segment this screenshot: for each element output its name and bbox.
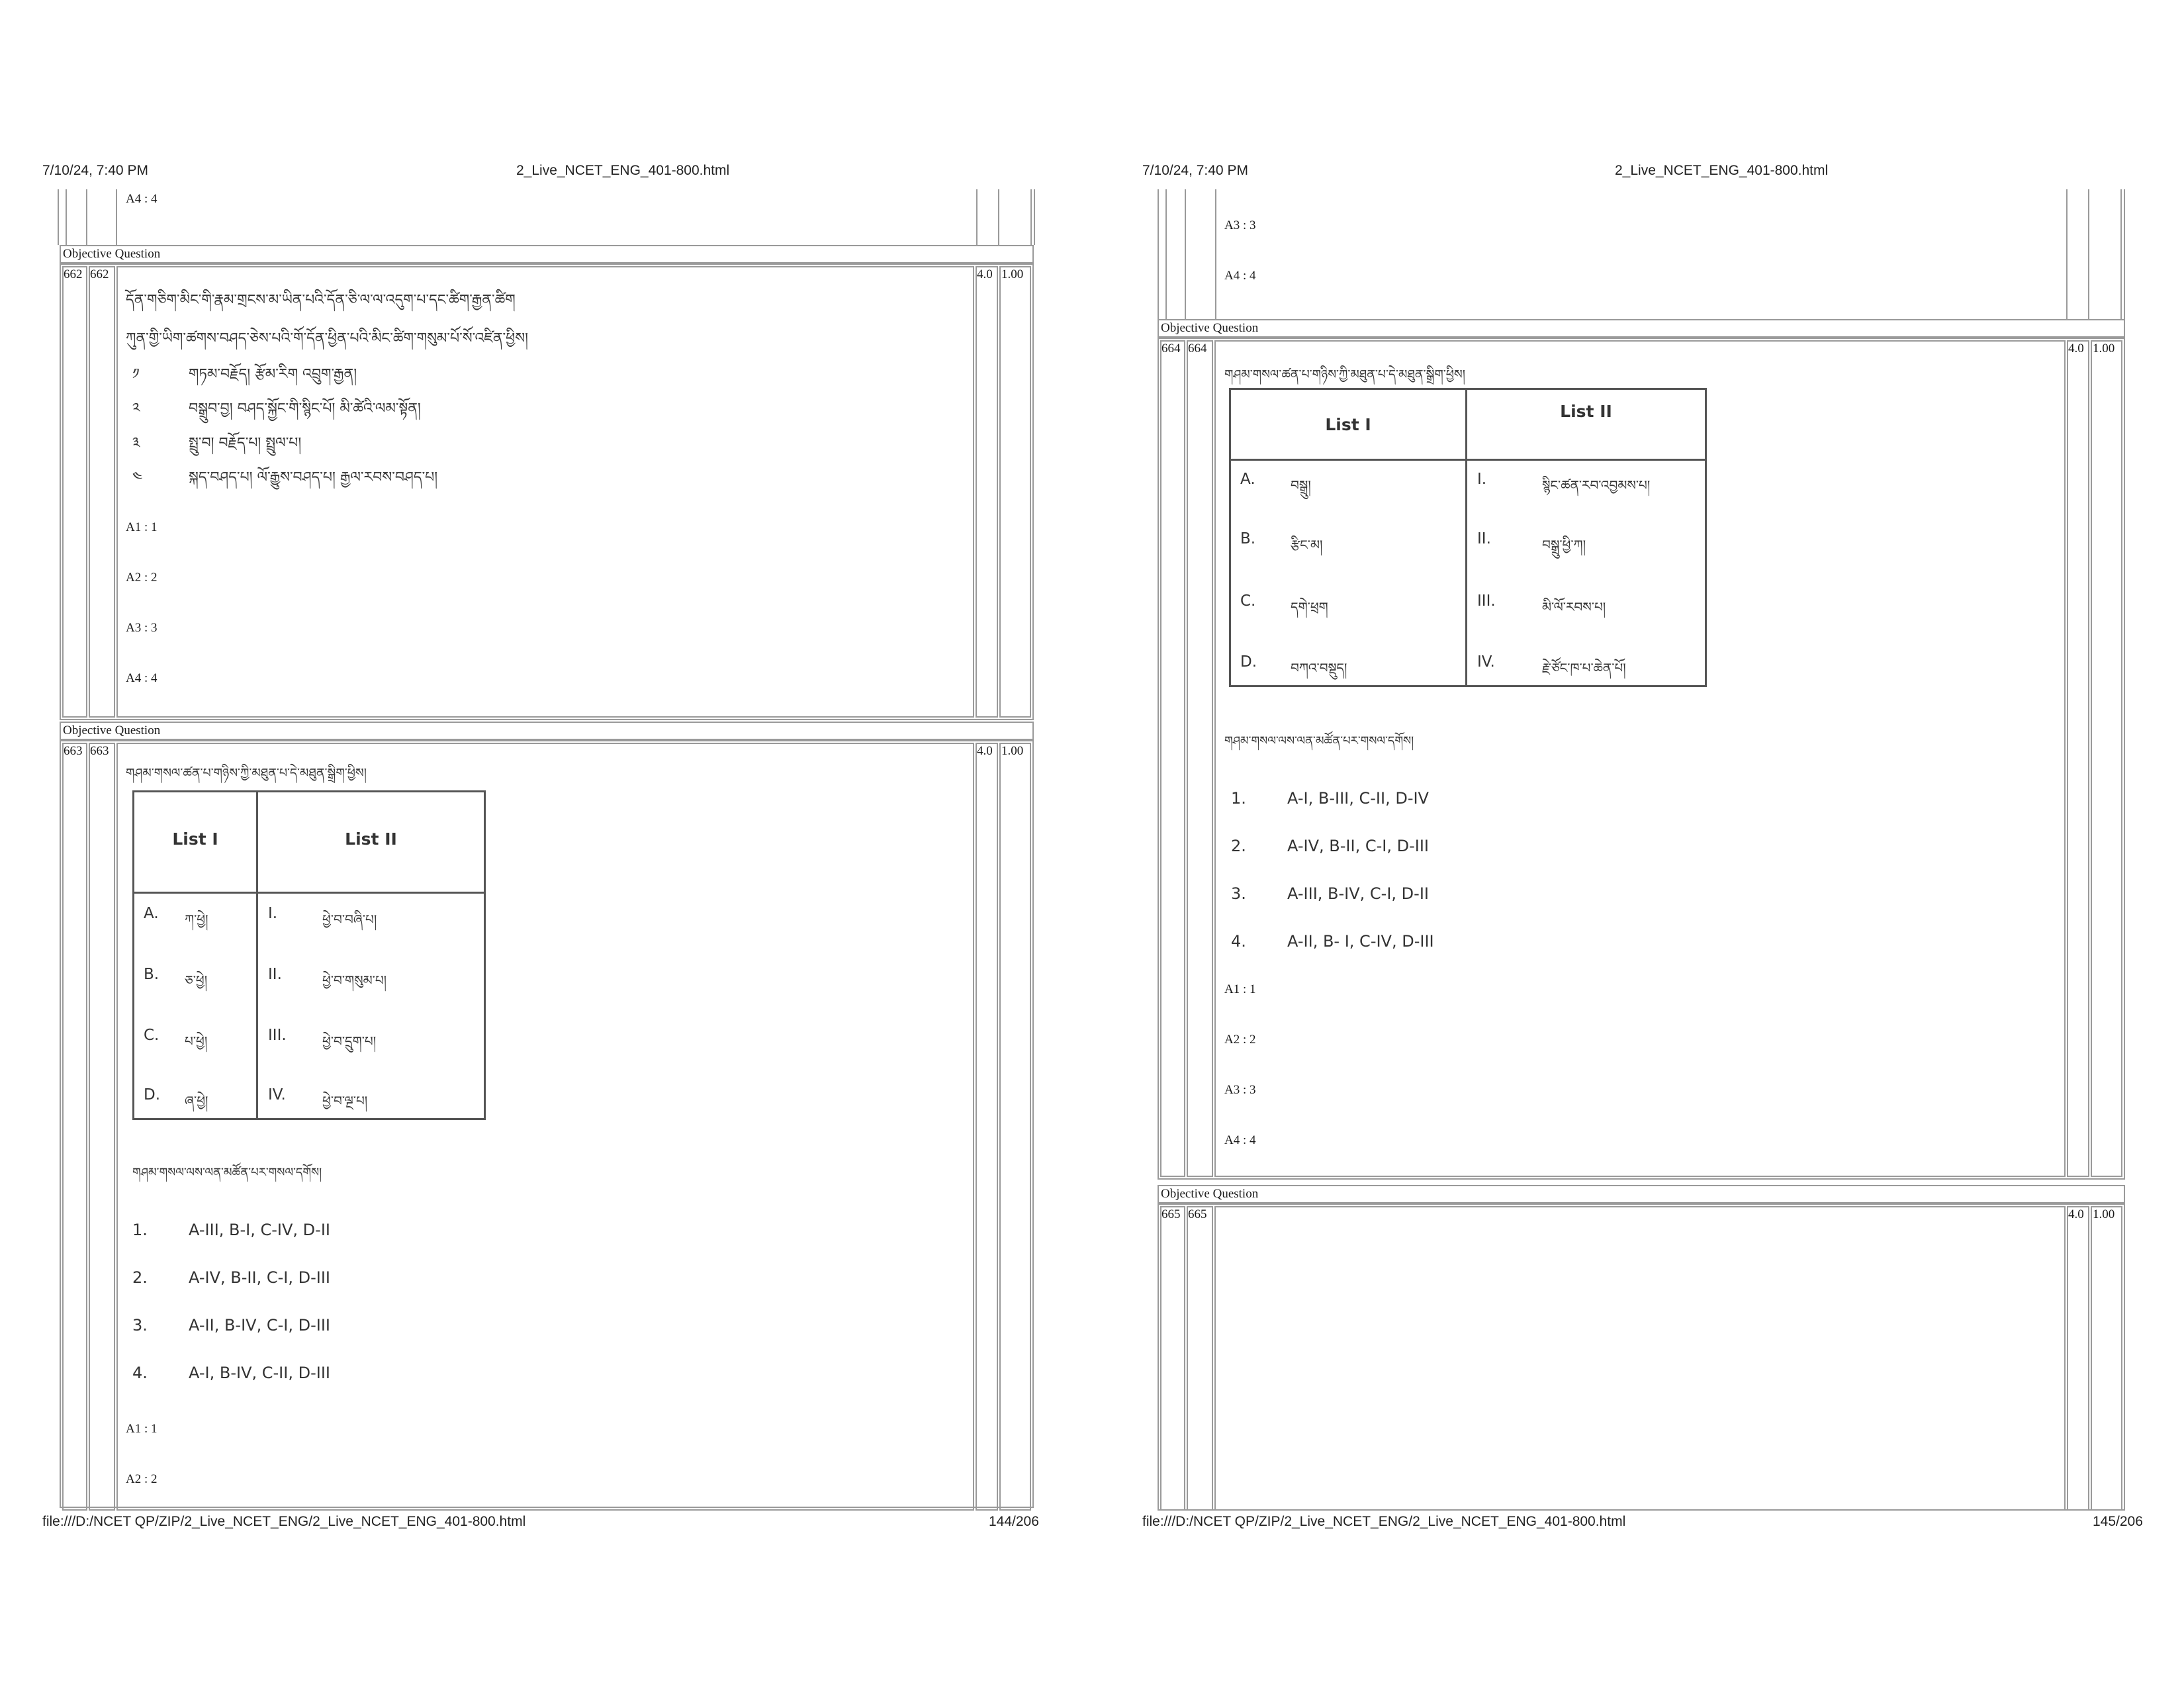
answer-option: A2 : 2 (126, 1472, 158, 1486)
negative-marks: 1.00 (2093, 1207, 2115, 1221)
table-header-list-1: List I (1325, 415, 1371, 434)
negative-marks: 1.00 (1001, 267, 1024, 281)
answer-choice (132, 1364, 330, 1382)
negative-marks: 1.00 (1001, 744, 1024, 758)
answer-option: A3 : 3 (126, 621, 158, 635)
option-text: སྐད་བཤད་པ། ལོ་རྒྱུས་བཤད་པ། རྒྱལ་རབས་བཤད་པ། (189, 469, 438, 486)
question-type-bar (60, 245, 1034, 263)
choice-number: 3. (1231, 884, 1246, 903)
option-number: ༤ (132, 469, 143, 486)
table-header-list-1: List I (172, 829, 218, 849)
question-stem: གཤམ་གསལ་ཚན་པ་གཉིས་ཀྱི་མཐུན་པ་དེ་མཐུན་སྒྲིག་ཕྱིས། (126, 766, 367, 780)
table-cell: IV. (268, 1086, 286, 1103)
table-cell: བཀའ་བསྡུད། (1291, 660, 1347, 676)
table-cell: བསྒྲུ་ཕྱི་ཀ། (1542, 537, 1586, 553)
table-cell: III. (1477, 592, 1496, 610)
match-table (132, 790, 486, 1120)
match-table (1229, 388, 1707, 687)
serial-number: 664 (1161, 342, 1181, 355)
choice-number: 4. (132, 1364, 148, 1382)
table-cell: IV. (1477, 653, 1495, 671)
answer-option: A4 : 4 (126, 192, 158, 206)
option-number: ༡ (132, 366, 140, 383)
choice-number: 4. (1231, 932, 1246, 951)
answer-option: A1 : 1 (126, 1422, 158, 1436)
choice-text: A-III, B-I, C-IV, D-II (189, 1221, 330, 1239)
question-id: 662 (90, 267, 109, 281)
table-cell: པ་ཕྱེ། (185, 1033, 208, 1049)
table-cell: རྗེ་ཙོང་ཁ་པ་ཆེན་པོ། (1542, 660, 1626, 676)
question-id: 663 (90, 744, 109, 758)
table-cell: C. (144, 1027, 159, 1044)
question-stem: གཤམ་གསལ་ཚན་པ་གཉིས་ཀྱི་མཐུན་པ་དེ་མཐུན་སྒྲིག་ཕྱིས། (1224, 367, 1465, 382)
table-cell: I. (268, 905, 278, 922)
table-cell: A. (144, 905, 159, 922)
choice-text: A-III, B-IV, C-I, D-II (1287, 884, 1429, 903)
table-cell: དགེ་ཕྲག (1291, 599, 1328, 615)
answer-choice (1231, 884, 1429, 903)
file-path: file:///D:/NCET QP/ZIP/2_Live_NCET_ENG/2_Live_NCET_ENG_401-800.html (42, 1514, 526, 1529)
table-cell: III. (268, 1027, 287, 1044)
choice-number: 2. (1231, 837, 1246, 855)
table-cell: ཕྱེ་བ་དྲུག་པ། (322, 1033, 377, 1049)
answer-choice (132, 1316, 330, 1335)
right-page (1092, 0, 2184, 1688)
choice-text: A-II, B-IV, C-I, D-III (189, 1316, 330, 1335)
answer-option: A3 : 3 (1224, 218, 1256, 232)
marks: 4.0 (2068, 342, 2084, 355)
table-cell: བསྒྲུ། (1291, 477, 1311, 493)
option-text: བསྒྲུབ་བྱ། བཤད་སྐྱོང་གི་སྙིང་པོ། མི་ཚེའི་ལམ་སྟོན། (189, 400, 421, 417)
serial-number: 663 (64, 744, 83, 758)
file-path: file:///D:/NCET QP/ZIP/2_Live_NCET_ENG/2_Live_NCET_ENG_401-800.html (1142, 1514, 1626, 1529)
table-cell: D. (1240, 653, 1257, 671)
choice-text: A-I, B-IV, C-II, D-III (189, 1364, 330, 1382)
option-number: ༣ (132, 435, 140, 451)
choice-number: 1. (132, 1221, 148, 1239)
table-cell: ཀ་ཕྱེ། (185, 912, 208, 927)
question-stem-line1: དོན་གཅིག་མིང་གི་རྣམ་གྲངས་མ་ཡིན་པའི་དོན་ཅི་ལ་ལ་འདུག་པ་དང་ཚིག་རྒྱན་ཚིག (126, 292, 516, 308)
table-cell: སྙིང་ཚན་རབ་འབྱམས་པ། (1542, 477, 1651, 493)
choice-text: A-IV, B-II, C-I, D-III (189, 1268, 330, 1287)
choice-number: 3. (132, 1316, 148, 1335)
print-filename: 2_Live_NCET_ENG_401-800.html (516, 163, 730, 178)
option-text: སྤྲུ་བ། བརྗོད་པ། སྤྲུལ་པ། (189, 435, 302, 451)
answer-option: A3 : 3 (1224, 1083, 1256, 1097)
question-id: 664 (1188, 342, 1207, 355)
table-cell: I. (1477, 471, 1487, 488)
question-type-label: Objective Question (63, 724, 161, 737)
question-id: 665 (1188, 1207, 1207, 1221)
table-cell: ཕྱེ་བ་གསུམ་པ། (322, 972, 387, 988)
instruction-text: གཤམ་གསལ་ལས་ལན་མཚོན་པར་གསལ་དགོས། (1224, 734, 1414, 748)
table-header-list-2: List II (345, 829, 397, 849)
choice-number: 1. (1231, 789, 1246, 808)
table-header-list-2: List II (1560, 402, 1612, 421)
question-type-bar (1158, 1185, 2125, 1203)
table-cell: ཅ་ཕྱེ། (185, 972, 208, 988)
instruction-text: གཤམ་གསལ་ལས་ལན་མཚོན་པར་གསལ་དགོས། (132, 1166, 322, 1180)
table-cell: B. (1240, 530, 1256, 547)
question-type-bar (60, 722, 1034, 740)
marks: 4.0 (977, 744, 993, 758)
table-cell: རྩིང་མ། (1291, 537, 1323, 553)
answer-choice (132, 1221, 330, 1239)
answer-option: A4 : 4 (1224, 1133, 1256, 1147)
answer-choice (1231, 837, 1429, 855)
answer-option: A4 : 4 (126, 671, 158, 685)
choice-text: A-II, B- I, C-IV, D-III (1287, 932, 1434, 951)
table-cell: C. (1240, 592, 1256, 610)
choice-number: 2. (132, 1268, 148, 1287)
table-cell: ཕྱེ་བ་ལྔ་པ། (322, 1093, 368, 1109)
question-type-label: Objective Question (63, 247, 161, 261)
choice-text: A-I, B-III, C-II, D-IV (1287, 789, 1429, 808)
table-cell: II. (1477, 530, 1491, 547)
answer-option: A1 : 1 (1224, 982, 1256, 996)
page-number: 145/206 (2093, 1514, 2143, 1529)
question-type-bar (1158, 319, 2125, 338)
answer-option: A2 : 2 (126, 571, 158, 585)
print-filename: 2_Live_NCET_ENG_401-800.html (1615, 163, 1829, 178)
table-cell: B. (144, 966, 159, 983)
print-datetime: 7/10/24, 7:40 PM (42, 163, 148, 178)
option-text: གཏམ་བརྗོད། རྩོམ་རིག འབྲུག་རྒྱན། (189, 366, 357, 383)
answer-option: A2 : 2 (1224, 1033, 1256, 1047)
marks: 4.0 (2068, 1207, 2084, 1221)
negative-marks: 1.00 (2093, 342, 2115, 355)
question-type-label: Objective Question (1161, 1187, 1259, 1201)
table-cell: A. (1240, 471, 1255, 488)
answer-option: A4 : 4 (1224, 269, 1256, 283)
answer-choice (132, 1268, 330, 1287)
question-type-label: Objective Question (1161, 321, 1259, 335)
serial-number: 662 (64, 267, 83, 281)
answer-choice (1231, 932, 1434, 951)
answer-option: A1 : 1 (126, 520, 158, 534)
print-datetime: 7/10/24, 7:40 PM (1142, 163, 1248, 178)
marks: 4.0 (977, 267, 993, 281)
table-cell: ཞ་ཕྱེ། (185, 1093, 208, 1109)
table-cell: II. (268, 966, 282, 983)
page-number: 144/206 (989, 1514, 1039, 1529)
table-cell: མི་ལོ་རབས་པ། (1542, 599, 1606, 615)
question-stem-line2: ཀུན་གྱི་ཡིག་ཚགས་བཤད་ཅེས་པའི་གོ་དོན་ཕྱིན་པའི་མིང་ཚིག་གསུམ་པོ་སོ་འཛིན་ཕྱིས། (126, 330, 528, 347)
table-cell: ཕྱེ་བ་བཞི་པ། (322, 912, 377, 927)
answer-choice (1231, 789, 1429, 808)
option-number: ༢ (132, 400, 140, 417)
table-cell: D. (144, 1086, 161, 1103)
choice-text: A-IV, B-II, C-I, D-III (1287, 837, 1429, 855)
serial-number: 665 (1161, 1207, 1181, 1221)
